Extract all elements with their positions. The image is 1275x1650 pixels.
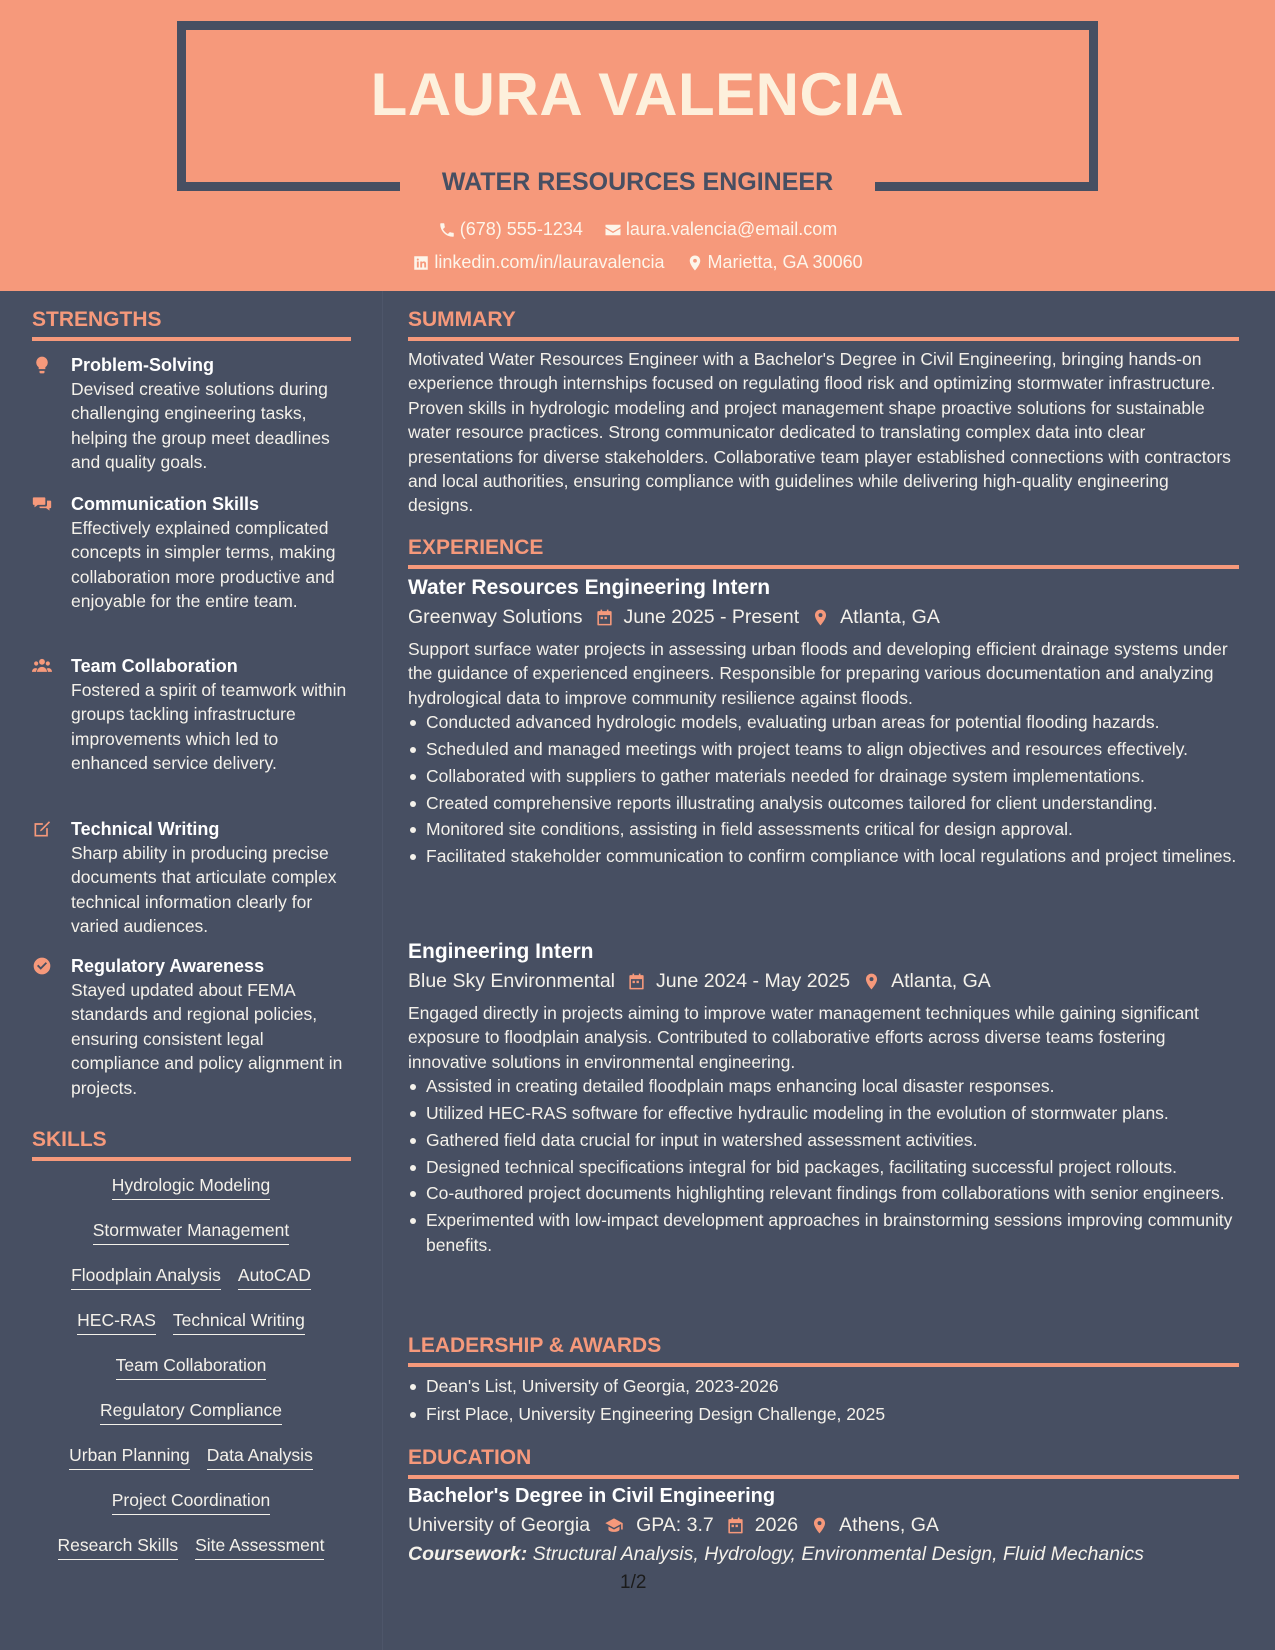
list-item: Scheduled and managed meetings with project teams to align objectives and resources effectively. bbox=[408, 737, 1238, 761]
experience-title: EXPERIENCE bbox=[408, 536, 544, 559]
summary-text: Motivated Water Resources Engineer with a Bachelor's Degree in Civil Engineering, bringing hands-on experience through internships focused on regulating flood risk and optimizing stormwater infrastructure. Proven skills in hydrologic modeling and project management shape proactive solutions for sustainable water resource practices. Strong communicator dedicated to translating complex data into clear presentations for diverse stakeholders. Collaborative team player established connections with contractors and local authorities, ensuring compliance with guidelines while delivering high-quality engineering designs. bbox=[408, 349, 1231, 516]
list-item: Utilized HEC-RAS software for effective hydraulic modeling in the evolution of stormwater plans. bbox=[408, 1101, 1238, 1125]
phone-icon bbox=[438, 221, 456, 239]
graduation-cap-icon bbox=[602, 1516, 626, 1535]
list-item: Dean's List, University of Georgia, 2023-2026 bbox=[408, 1374, 1238, 1398]
job-company: Greenway Solutions bbox=[408, 606, 583, 628]
job-location: Atlanta, GA bbox=[840, 606, 940, 628]
skills-title: SKILLS bbox=[32, 1128, 107, 1151]
experience-rule bbox=[408, 565, 1239, 569]
edit-icon bbox=[32, 819, 54, 839]
education-location: Athens, GA bbox=[839, 1514, 939, 1536]
education-school: University of Georgia bbox=[408, 1514, 591, 1536]
column-divider bbox=[382, 291, 383, 1650]
list-item: Experimented with low-impact development approaches in brainstorming sessions improving community benefits. bbox=[408, 1208, 1238, 1257]
skills-list bbox=[32, 1172, 350, 1577]
leadership-rule bbox=[408, 1363, 1239, 1367]
job-dates: June 2024 - May 2025 bbox=[656, 970, 851, 992]
job-entry bbox=[408, 576, 1238, 871]
linkedin-contact[interactable] bbox=[412, 252, 664, 273]
education-title: EDUCATION bbox=[408, 1446, 532, 1469]
calendar-icon bbox=[726, 1516, 745, 1535]
phone-text: (678) 555-1234 bbox=[459, 219, 583, 239]
check-circle-icon bbox=[32, 956, 54, 976]
job-title: WATER RESOURCES ENGINEER bbox=[441, 168, 834, 196]
skill-tag: Research Skills bbox=[58, 1532, 179, 1560]
location-text: Marietta, GA 30060 bbox=[707, 252, 863, 272]
job-dates: June 2025 - Present bbox=[623, 606, 800, 628]
job-bullets bbox=[408, 1074, 1238, 1257]
strength-desc: Effectively explained complicated concepts in simpler terms, making collaboration more productive and enjoyable for the entire team. bbox=[71, 518, 336, 612]
list-item: Assisted in creating detailed floodplain maps enhancing local disaster responses. bbox=[408, 1074, 1238, 1098]
strength-name: Team Collaboration bbox=[71, 656, 238, 676]
summary-rule bbox=[408, 337, 1239, 341]
list-item: Gathered field data crucial for input in watershed assessment activities. bbox=[408, 1128, 1238, 1152]
skills-rule bbox=[32, 1157, 351, 1161]
calendar-icon bbox=[595, 608, 614, 627]
skill-tag: Project Coordination bbox=[112, 1487, 271, 1515]
strengths-rule bbox=[32, 337, 351, 341]
strength-item bbox=[32, 817, 352, 939]
job-company: Blue Sky Environmental bbox=[408, 970, 616, 992]
strength-name: Problem-Solving bbox=[71, 355, 215, 375]
skill-tag: Stormwater Management bbox=[93, 1217, 289, 1245]
education-degree: Bachelor's Degree in Civil Engineering bbox=[408, 1485, 776, 1507]
job-location: Atlanta, GA bbox=[891, 970, 991, 992]
list-item: Collaborated with suppliers to gather materials needed for drainage system implementations. bbox=[408, 764, 1238, 788]
job-description: Engaged directly in projects aiming to improve water management techniques while gaining significant exposure to floodplain analysis. Contributed to collaborative efforts across diverse teams fostering innovative solutions in environmental engineering. bbox=[408, 1003, 1199, 1072]
map-marker-icon bbox=[811, 608, 830, 627]
job-entry bbox=[408, 940, 1238, 1259]
education-coursework bbox=[408, 1543, 1238, 1566]
summary-title: SUMMARY bbox=[408, 308, 516, 331]
contact-line-1 bbox=[0, 219, 1275, 244]
contact-line-2 bbox=[0, 252, 1275, 277]
candidate-name: LAURA VALENCIA bbox=[370, 61, 905, 128]
list-item: Co-authored project documents highlighting relevant findings from collaborations with senior engineers. bbox=[408, 1181, 1238, 1205]
skill-tag: Data Analysis bbox=[207, 1442, 313, 1470]
strength-item bbox=[32, 492, 352, 614]
strength-desc: Sharp ability in producing precise documents that articulate complex technical information clearly for varied audiences. bbox=[71, 843, 337, 937]
education-gpa: GPA: 3.7 bbox=[636, 1514, 714, 1536]
education-entry bbox=[408, 1485, 1238, 1566]
job-role: Water Resources Engineering Intern bbox=[408, 576, 771, 599]
list-item: First Place, University Engineering Design Challenge, 2025 bbox=[408, 1402, 1238, 1426]
calendar-icon bbox=[627, 972, 646, 991]
list-item: Created comprehensive reports illustrating analysis outcomes tailored for client understanding. bbox=[408, 791, 1238, 815]
skill-tag: Hydrologic Modeling bbox=[112, 1172, 271, 1200]
strength-name: Technical Writing bbox=[71, 819, 220, 839]
job-meta bbox=[408, 606, 1238, 629]
job-description: Support surface water projects in assessing urban floods and developing efficient drainage systems under the guidance of experienced engineers. Responsible for preparing various documentation and analyzing hydrological data to improve community resilience against floods. bbox=[408, 639, 1228, 708]
job-meta bbox=[408, 970, 1238, 993]
list-item: Monitored site conditions, assisting in field assessments critical for design approval. bbox=[408, 817, 1238, 841]
strengths-title: STRENGTHS bbox=[32, 308, 162, 331]
strength-desc: Devised creative solutions during challenging engineering tasks, helping the group meet deadlines and quality goals. bbox=[71, 379, 330, 473]
map-marker-icon bbox=[810, 1516, 829, 1535]
lightbulb-icon bbox=[32, 355, 54, 375]
skill-tag: Team Collaboration bbox=[116, 1352, 267, 1380]
skill-tag: Floodplain Analysis bbox=[71, 1262, 221, 1290]
education-rule bbox=[408, 1475, 1239, 1479]
list-item: Facilitated stakeholder communication to confirm compliance with local regulations and project timelines. bbox=[408, 844, 1238, 868]
leadership-title: LEADERSHIP & AWARDS bbox=[408, 1334, 662, 1357]
location-contact bbox=[686, 252, 863, 273]
comments-icon bbox=[32, 494, 54, 514]
envelope-icon bbox=[604, 221, 622, 239]
job-role: Engineering Intern bbox=[408, 940, 594, 963]
strength-item bbox=[32, 954, 352, 1100]
skill-tag: Technical Writing bbox=[173, 1307, 305, 1335]
skill-tag: Urban Planning bbox=[69, 1442, 190, 1470]
coursework-list: Structural Analysis, Hydrology, Environmental Design, Fluid Mechanics bbox=[532, 1543, 1144, 1565]
email-contact[interactable] bbox=[604, 219, 837, 240]
list-item: Conducted advanced hydrologic models, evaluating urban areas for potential flooding hazards. bbox=[408, 710, 1238, 734]
map-marker-icon bbox=[862, 972, 881, 991]
strength-item bbox=[32, 654, 352, 776]
strength-item bbox=[32, 353, 352, 475]
phone-contact[interactable] bbox=[438, 219, 583, 240]
email-text: laura.valencia@email.com bbox=[625, 219, 838, 239]
linkedin-icon bbox=[412, 254, 430, 272]
leadership-list bbox=[408, 1374, 1238, 1429]
map-marker-icon bbox=[686, 254, 704, 272]
strength-desc: Fostered a spirit of teamwork within groups tackling infrastructure improvements which led to enhanced service delivery. bbox=[71, 680, 347, 774]
skill-tag: Site Assessment bbox=[195, 1532, 324, 1560]
education-year: 2026 bbox=[754, 1514, 799, 1536]
page-number: 1/2 bbox=[620, 1572, 647, 1593]
education-meta bbox=[408, 1514, 1238, 1537]
linkedin-text: linkedin.com/in/lauravalencia bbox=[434, 252, 665, 272]
users-icon bbox=[32, 656, 54, 676]
strength-desc: Stayed updated about FEMA standards and regional policies, ensuring consistent legal compliance and policy alignment in projects. bbox=[71, 980, 343, 1098]
list-item: Designed technical specifications integral for bid packages, facilitating successful project rollouts. bbox=[408, 1155, 1238, 1179]
skill-tag: AutoCAD bbox=[238, 1262, 311, 1290]
coursework-label: Coursework: bbox=[408, 1543, 528, 1565]
skill-tag: Regulatory Compliance bbox=[100, 1397, 282, 1425]
strength-name: Regulatory Awareness bbox=[71, 956, 265, 976]
job-bullets bbox=[408, 710, 1238, 868]
strength-name: Communication Skills bbox=[71, 494, 260, 514]
skill-tag: HEC-RAS bbox=[77, 1307, 156, 1335]
